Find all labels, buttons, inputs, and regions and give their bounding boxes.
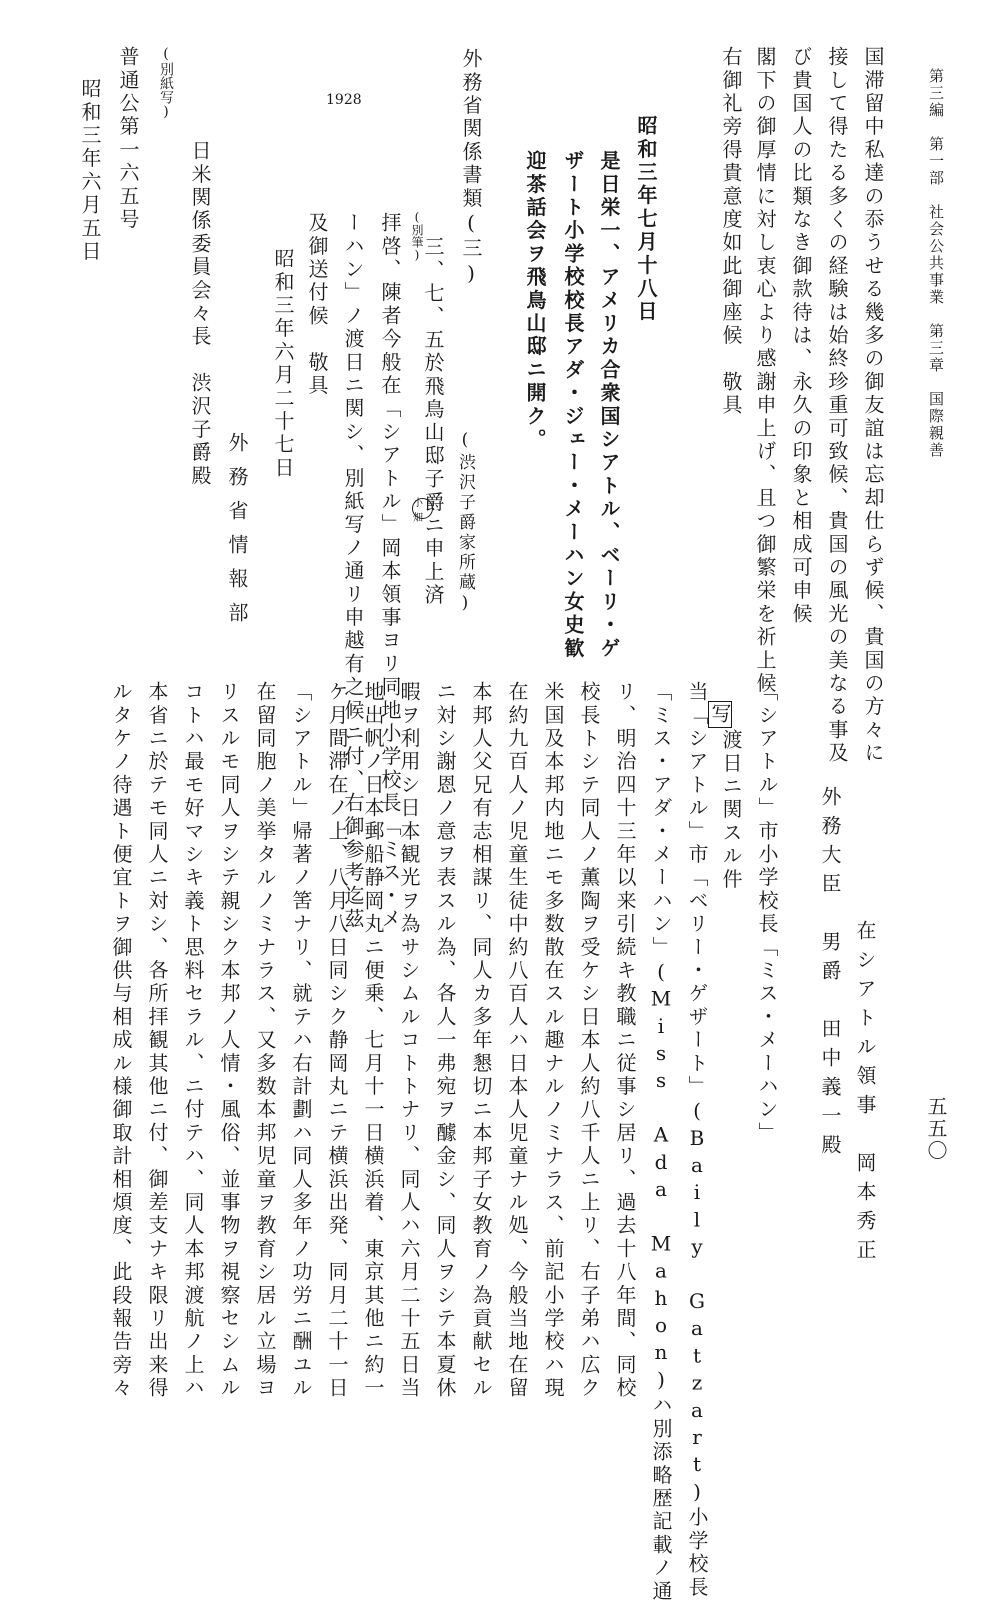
subject-line: 渡日ニ関スル件 [719, 729, 743, 892]
source-number: (三) [459, 210, 483, 289]
sender: 在シアトル領事 岡本秀正 [853, 920, 877, 1268]
body-line: 暇ヲ利用シ日本観光ヲ為サシムルコトトナリ、同人ハ六月二十五日当 [397, 681, 421, 1401]
letter-body-line: び貴国人の比類なき御款待は、永久の印象と相成可申候 [789, 46, 813, 626]
body-line: 「シアトル」帰著ノ筈ナリ、就テハ右計劃ハ同人多年ノ功労ニ酬ユル [289, 681, 313, 1401]
body-line: 「ミス・アダ・メーハン」(Miss Ada Mahon)ハ別添略歴記載ノ通 [649, 681, 673, 1603]
body-line: ルタケノ待遇ト便宜トヲ御供与相成ル様御取計相煩度、此段報告旁々 [109, 681, 133, 1401]
letter-body-line: 国滞留中私達の忝うせる幾多の御友誼は忘却仕らず候、貴国の方々に [861, 46, 885, 766]
letter2-line: 及御送付候 敬具 [305, 212, 329, 398]
letter-body-line: 閣下の御厚情に対し衷心より感謝申上げ、且つ御繁栄を祈上候 [753, 46, 777, 696]
body-line: リ、明治四十三年以来引続キ教職ニ従事シ居リ、過去十八年間、同校 [613, 681, 637, 1401]
year-note: 1928 [326, 92, 362, 108]
body-line: ケ月間滞在ノ上、八月八日同シク静岡丸ニテ横浜出発、同月二十一日 [325, 681, 349, 1401]
subject-line: 「シアトル」市小学校長「ミス・メーハン」 [755, 681, 779, 1145]
body-line: リスルモ同人ヲシテ親シク本邦ノ人情・風俗、並事物ヲ視察セシムル [217, 681, 241, 1401]
body-line: 校長トシテ同人ノ薫陶ヲ受ケシ日本人約八千人ニ上リ、右子弟ハ広ク [577, 681, 601, 1401]
letter2-line: ーハン」ノ渡日ニ関シ、別紙写ノ通リ申越有之候ニ付、右御参考迄茲 [341, 212, 365, 932]
document-date: 昭和三年六月五日 [78, 78, 102, 264]
body-line: 米国及本邦内地ニモ多数散在スル趣ナルノミナラス、前記小学校ハ現 [541, 681, 565, 1401]
copy-mark: 写 [708, 703, 732, 727]
seal-mark: 小畑 [412, 498, 433, 519]
page-number: 五五〇 [924, 1096, 948, 1162]
recipient: 外務大臣 男爵 田中義一殿 [818, 786, 842, 1163]
letter-body-line: 接して得たる多くの経験は始終珍重可致候、貴国の風光の美なる事及 [825, 46, 849, 766]
letter2-recipient: 日米関係委員会々長 渋沢子爵殿 [188, 140, 212, 488]
date-heading: 昭和三年七月十八日 [634, 115, 658, 324]
body-line: 在留同胞ノ美挙タルノミナラス、又多数本邦児童ヲ教育シ居ル立場ヨ [253, 681, 277, 1401]
body-line: コトハ最モ好マシキ義ト思料セラル、ニ付テハ、同人本邦渡航ノ上ハ [181, 681, 205, 1401]
source-owner: (渋沢子爵家所蔵) [455, 430, 475, 616]
letter2-line: 拝啓、陳者今般在「シアトル」岡本領事ヨリ同地小学校長「ミス・メ [378, 212, 402, 932]
body-line: ニ対シ謝恩ノ意ヲ表スル為、各人一弗宛ヲ醵金シ、同人ヲシテ本夏休 [433, 681, 457, 1401]
event-line: 是日栄一、アメリカ合衆国シアトル、ベーリ・ゲ [597, 150, 621, 661]
body-line: 本省ニ於テモ同人ニ対シ、各所拝観其他ニ付、御差支ナキ限リ出来得 [145, 681, 169, 1401]
body-line: 当「シアトル」市「ベリー・ゲザート」(Baily Gatzart)小学校長 [685, 681, 709, 1600]
memo-text: 三、七、五於飛鳥山邸子爵ニ申上済 [421, 236, 445, 608]
body-line: 在約九百人ノ児童生徒中約八百人ハ日本人児童ナル処、今般当地在留 [505, 681, 529, 1401]
source-title [461, 48, 481, 288]
body-line: 本邦人父兄有志相謀リ、同人カ多年懇切ニ本邦子女教育ノ為貢献セル [469, 681, 493, 1401]
memo-tag: (別筆) [410, 210, 424, 262]
letter2-sender: 外務省情報部 [225, 432, 249, 636]
event-line: 迎茶話会ヲ飛鳥山邸ニ開ク。 [523, 150, 547, 452]
letter-body-line: 右御礼旁得貴意度如此御座候 敬具 [719, 46, 743, 418]
document-number: 普通公第一六五号 [116, 46, 140, 232]
running-title: 第三編 第一部 社会公共事業 第三章 国際親善 [927, 68, 945, 459]
body-line: 地出帆ノ日本郵船静岡丸ニ便乗、七月十一日横浜着、東京其他ニ約一 [361, 681, 385, 1401]
letter2-date: 昭和三年六月二十七日 [271, 248, 295, 480]
source-title-text: 外務省関係書類 [459, 48, 483, 211]
attachment-label: (別紙写) [158, 46, 174, 120]
event-line: ザート小学校校長アダ・ジェー・メーハン女史歓 [561, 150, 585, 661]
